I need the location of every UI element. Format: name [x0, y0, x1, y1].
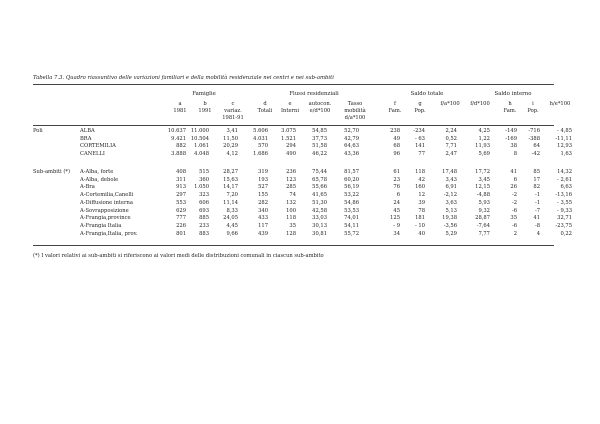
table-cell: 3,45	[478, 176, 490, 183]
table-cell: 5,69	[478, 151, 490, 158]
table-cell: 11.000	[190, 128, 209, 134]
column-header-d: d	[263, 101, 267, 107]
row-label: A-Frangia Italia	[80, 222, 122, 229]
table-cell: 311	[176, 176, 186, 183]
row-label: A-Sovrapposizione	[80, 207, 129, 214]
table-cell: 193	[258, 176, 268, 183]
column-header-e: e	[288, 101, 292, 107]
group-header-famiglie: Famiglie	[192, 91, 216, 97]
table-cell: 52,70	[344, 128, 359, 134]
table-cell: 141	[415, 143, 425, 150]
table-cell: -23,75	[555, 222, 572, 229]
table-cell: 41,65	[312, 192, 327, 199]
table-cell: 81,57	[344, 169, 359, 175]
table-cell: 1.521	[281, 135, 296, 142]
table-cell: 1,63	[560, 151, 572, 158]
table-cell: 285	[286, 184, 296, 191]
table-cell: 297	[176, 192, 186, 199]
table-cell: 41	[533, 215, 540, 222]
table-cell: - 9,33	[557, 207, 572, 214]
table-cell: 319	[258, 169, 268, 175]
table-cell: 155	[258, 192, 268, 199]
row-label: A-Frangia,Italia, prov.	[80, 230, 138, 237]
row-label: A-Frangia,province	[80, 215, 131, 222]
table-cell: - 10	[414, 222, 425, 229]
table-cell: 118	[415, 169, 425, 175]
table-cell: 78	[418, 207, 425, 214]
table-cell: 51,30	[312, 199, 327, 206]
table-cell: 46,22	[312, 151, 327, 158]
table-cell: 125	[390, 215, 400, 222]
top-rule	[33, 84, 554, 85]
table-cell: 9,66	[226, 230, 238, 237]
table-cell: 11,50	[223, 135, 238, 142]
table-cell: 181	[415, 215, 425, 222]
table-cell: 65,78	[312, 176, 327, 183]
table-cell: 100	[286, 207, 296, 214]
table-cell: 77	[418, 151, 425, 158]
column-header-fd: f/d*100	[470, 101, 490, 107]
column-header-e: Interni	[280, 108, 300, 115]
bottom-rule	[33, 245, 554, 246]
table-cell: 85	[533, 169, 540, 175]
column-header-he: h/e*100	[549, 101, 571, 107]
table-cell: 128	[286, 230, 296, 237]
table-cell: - 9	[393, 222, 400, 229]
table-cell: 96	[393, 151, 400, 158]
table-cell: 54,86	[344, 199, 359, 206]
table-cell: 490	[286, 151, 296, 158]
table-cell: 885	[199, 215, 209, 222]
table-cell: -6	[511, 207, 517, 214]
table-cell: 24,05	[223, 215, 238, 222]
column-header-c: c	[231, 101, 235, 107]
table-cell: 12,93	[557, 143, 572, 150]
table-cell: 5,29	[445, 230, 457, 237]
table-cell: 5,93	[478, 199, 490, 206]
table-cell: -716	[528, 128, 540, 134]
table-cell: 606	[199, 199, 209, 206]
column-header-c: 1981-91	[222, 115, 244, 122]
column-header-b: 1991	[198, 108, 212, 115]
table-cell: 226	[176, 222, 186, 229]
column-header-i: Pop.	[527, 108, 539, 115]
table-cell: 64	[533, 143, 540, 150]
table-cell: 282	[258, 199, 268, 206]
column-header-i: i	[532, 101, 534, 107]
table-cell: 629	[176, 207, 186, 214]
table-cell: 3,63	[445, 199, 457, 206]
table-cell: 51,58	[312, 143, 327, 150]
table-cell: 160	[415, 184, 425, 191]
table-cell: 34	[393, 230, 400, 237]
row-label: A-Cortemilia,Canelli	[80, 192, 134, 199]
table-cell: 9.421	[171, 135, 186, 142]
column-header-ed: e/d*100	[309, 108, 331, 115]
table-cell: 35	[510, 215, 517, 222]
table-cell: 553	[176, 199, 186, 206]
table-cell: -169	[505, 135, 517, 142]
table-cell: 61	[393, 169, 400, 175]
table-cell: 17	[533, 176, 540, 183]
table-cell: 53,53	[344, 207, 359, 214]
table-cell: 6	[396, 192, 400, 199]
row-label: BRA	[80, 135, 92, 142]
table-cell: -42	[531, 151, 540, 158]
table-cell: 294	[286, 143, 296, 150]
table-cell: 7,20	[226, 192, 238, 199]
table-cell: -1	[534, 192, 540, 199]
table-cell: 8	[513, 151, 517, 158]
table-cell: 14,32	[557, 169, 572, 175]
table-cell: 4,12	[226, 151, 238, 158]
table-cell: 10.637	[167, 128, 186, 134]
table-cell: 693	[199, 207, 209, 214]
table-cell: 323	[199, 192, 209, 199]
table-cell: 1.061	[194, 143, 209, 150]
table-cell: 37,73	[312, 135, 327, 142]
group-header-flussi: Flussi residenziali	[289, 91, 339, 97]
table-cell: 433	[258, 215, 268, 222]
table-cell: 9,32	[478, 207, 490, 214]
table-cell: 55,66	[312, 184, 327, 191]
column-header-f: f	[394, 101, 396, 107]
table-cell: -6	[511, 222, 517, 229]
table-cell: 40	[418, 230, 425, 237]
table-cell: 4.031	[253, 135, 268, 142]
table-cell: 340	[258, 207, 268, 214]
table-cell: 60,20	[344, 176, 359, 183]
table-cell: 76	[393, 184, 400, 191]
group-header-saldo-totale: Saldo totale	[410, 91, 444, 97]
table-cell: 117	[258, 222, 268, 229]
table-cell: 4.048	[194, 151, 209, 158]
table-cell: -8	[534, 222, 540, 229]
table-cell: -2	[511, 199, 517, 206]
table-cell: 527	[258, 184, 268, 191]
table-cell: - 4,85	[557, 128, 572, 134]
table-cell: 20,29	[223, 143, 238, 150]
table-cell: 30,81	[312, 230, 327, 237]
table-cell: -1	[534, 199, 540, 206]
table-cell: 41	[510, 169, 517, 175]
column-header-f: Fam.	[388, 108, 402, 115]
row-label: CORTEMILIA	[80, 143, 116, 150]
column-header-a: a	[178, 101, 182, 107]
column-header-tm: d/a*100	[344, 115, 366, 122]
table-cell: 23	[393, 176, 400, 183]
table-cell: 7,71	[445, 143, 457, 150]
column-header-ed: autocon.	[308, 101, 332, 107]
header-rule	[33, 125, 554, 126]
table-cell: -2	[511, 192, 517, 199]
table-cell: 883	[199, 230, 209, 237]
table-cell: 15,63	[223, 176, 238, 183]
column-header-fa: f/a*100	[440, 101, 460, 107]
table-cell: 68	[393, 143, 400, 150]
table-cell: -388	[528, 135, 540, 142]
table-cell: 24	[393, 199, 400, 206]
table-cell: 801	[176, 230, 186, 237]
column-header-h: Fam.	[503, 108, 517, 115]
row-label: CANELLI	[80, 151, 105, 158]
table-cell: - 63	[414, 135, 425, 142]
table-cell: 570	[258, 143, 268, 150]
column-header-b: b	[203, 101, 207, 107]
table-cell: 439	[258, 230, 268, 237]
table-cell: 6,91	[445, 184, 457, 191]
table-cell: 11,93	[475, 143, 490, 150]
table-cell: 39	[418, 199, 425, 206]
caption: Tabella 7.3. Quadro riassuntivo delle variazioni familiari e della mobilità residenziale nei centri e nei sub-ambiti	[33, 75, 334, 81]
table-cell: 55,72	[344, 230, 359, 237]
group-header-saldo-interno: Saldo interno	[494, 91, 532, 97]
group-label: Sub-ambiti (*)	[33, 169, 70, 175]
table-cell: -234	[413, 128, 425, 134]
row-label: A-Alba, debole	[80, 176, 119, 183]
table-cell: 49	[393, 135, 400, 142]
table-cell: 4,45	[226, 222, 238, 229]
column-header-tm: Tasso	[347, 101, 363, 107]
table-cell: 75,44	[312, 169, 327, 175]
table-cell: 4,25	[478, 128, 490, 134]
table-cell: 777	[176, 215, 186, 222]
table-cell: 42	[418, 176, 425, 183]
table-cell: 515	[199, 169, 209, 175]
table-cell: -149	[505, 128, 517, 134]
column-header-g: g	[418, 101, 422, 107]
table-cell: 7,77	[478, 230, 490, 237]
table-cell: 236	[286, 169, 296, 175]
table-cell: 28,27	[223, 169, 238, 175]
table-cell: 123	[286, 176, 296, 183]
table-cell: 3,41	[226, 128, 238, 134]
table-cell: 6	[513, 176, 517, 183]
table-cell: -13,16	[555, 192, 572, 199]
table-cell: 74	[289, 192, 296, 199]
table-cell: 1,22	[478, 135, 490, 142]
table-cell: 118	[286, 215, 296, 222]
table-cell: -7	[534, 207, 540, 214]
table-cell: 10.504	[190, 135, 209, 142]
column-header-a: 1981	[173, 108, 187, 115]
table-cell: 54,11	[344, 222, 359, 229]
table-cell: 913	[176, 184, 186, 191]
table-cell: 3.075	[281, 128, 296, 134]
table-cell: 882	[176, 143, 186, 150]
table-cell: -4,88	[476, 192, 490, 199]
column-header-d: Totali	[257, 108, 273, 115]
group-label: Poli	[33, 128, 43, 134]
column-header-c: variaz.	[224, 108, 242, 115]
table-cell: 2	[513, 230, 517, 237]
table-cell: 4	[536, 230, 540, 237]
table-cell: 17,48	[442, 169, 457, 175]
table-cell: 0,22	[560, 230, 572, 237]
footnote: (*) I valori relativi ai sub-ambiti si riferiscono ai valori medi delle distribuzioni comunali in ciascun sub-ambito	[33, 253, 324, 259]
table-cell: 2,24	[445, 128, 457, 134]
table-cell: 38	[510, 143, 517, 150]
column-header-g: Pop.	[414, 108, 426, 115]
table-cell: 30,13	[312, 222, 327, 229]
column-header-h: h	[508, 101, 512, 107]
table-cell: 6,63	[560, 184, 572, 191]
row-label: ALBA	[80, 128, 95, 134]
table-cell: 45	[393, 207, 400, 214]
table-cell: 56,19	[344, 184, 359, 191]
table-cell: 43,36	[344, 151, 359, 158]
table-cell: 238	[390, 128, 400, 134]
table-cell: -7,64	[476, 222, 490, 229]
table-cell: 53,22	[344, 192, 359, 199]
table-cell: 35	[289, 222, 296, 229]
table-cell: -3,56	[443, 222, 457, 229]
table-cell: 26	[510, 184, 517, 191]
table-cell: 5,13	[445, 207, 457, 214]
table-cell: 28,87	[475, 215, 490, 222]
table-cell: 8,33	[226, 207, 238, 214]
table-cell: -2,12	[443, 192, 457, 199]
table-cell: 2,47	[445, 151, 457, 158]
table-cell: 12	[418, 192, 425, 199]
table-cell: 5.606	[253, 128, 268, 134]
row-label: A-Diffusione interna	[80, 199, 133, 206]
table-cell: 12,15	[475, 184, 490, 191]
table-cell: - 2,61	[557, 176, 572, 183]
table-cell: 1.050	[194, 184, 209, 191]
table-cell: -11,11	[555, 135, 572, 142]
table-cell: 1.686	[253, 151, 268, 158]
row-label: A-Bra	[80, 184, 95, 191]
table-cell: 408	[176, 169, 186, 175]
row-label: A-Alba, forte	[80, 169, 114, 175]
table-cell: 17,72	[475, 169, 490, 175]
table-cell: 14,17	[223, 184, 238, 191]
table-cell: 3,43	[445, 176, 457, 183]
column-header-tm: mobilità	[344, 108, 366, 115]
table-cell: 54,85	[312, 128, 327, 134]
table-cell: 42,58	[312, 207, 327, 214]
table-cell: 233	[199, 222, 209, 229]
table-cell: 32,71	[557, 215, 572, 222]
table-cell: 3.888	[171, 151, 186, 158]
table-cell: 0,52	[445, 135, 457, 142]
table-cell: 42,79	[344, 135, 359, 142]
table-cell: 19,38	[442, 215, 457, 222]
table-cell: 132	[286, 199, 296, 206]
table-cell: - 3,55	[557, 199, 572, 206]
table-cell: 11,14	[223, 199, 238, 206]
table-cell: 64,63	[344, 143, 359, 150]
table-cell: 360	[199, 176, 209, 183]
table-cell: 82	[533, 184, 540, 191]
table-cell: 74,01	[344, 215, 359, 222]
table-cell: 33,03	[312, 215, 327, 222]
